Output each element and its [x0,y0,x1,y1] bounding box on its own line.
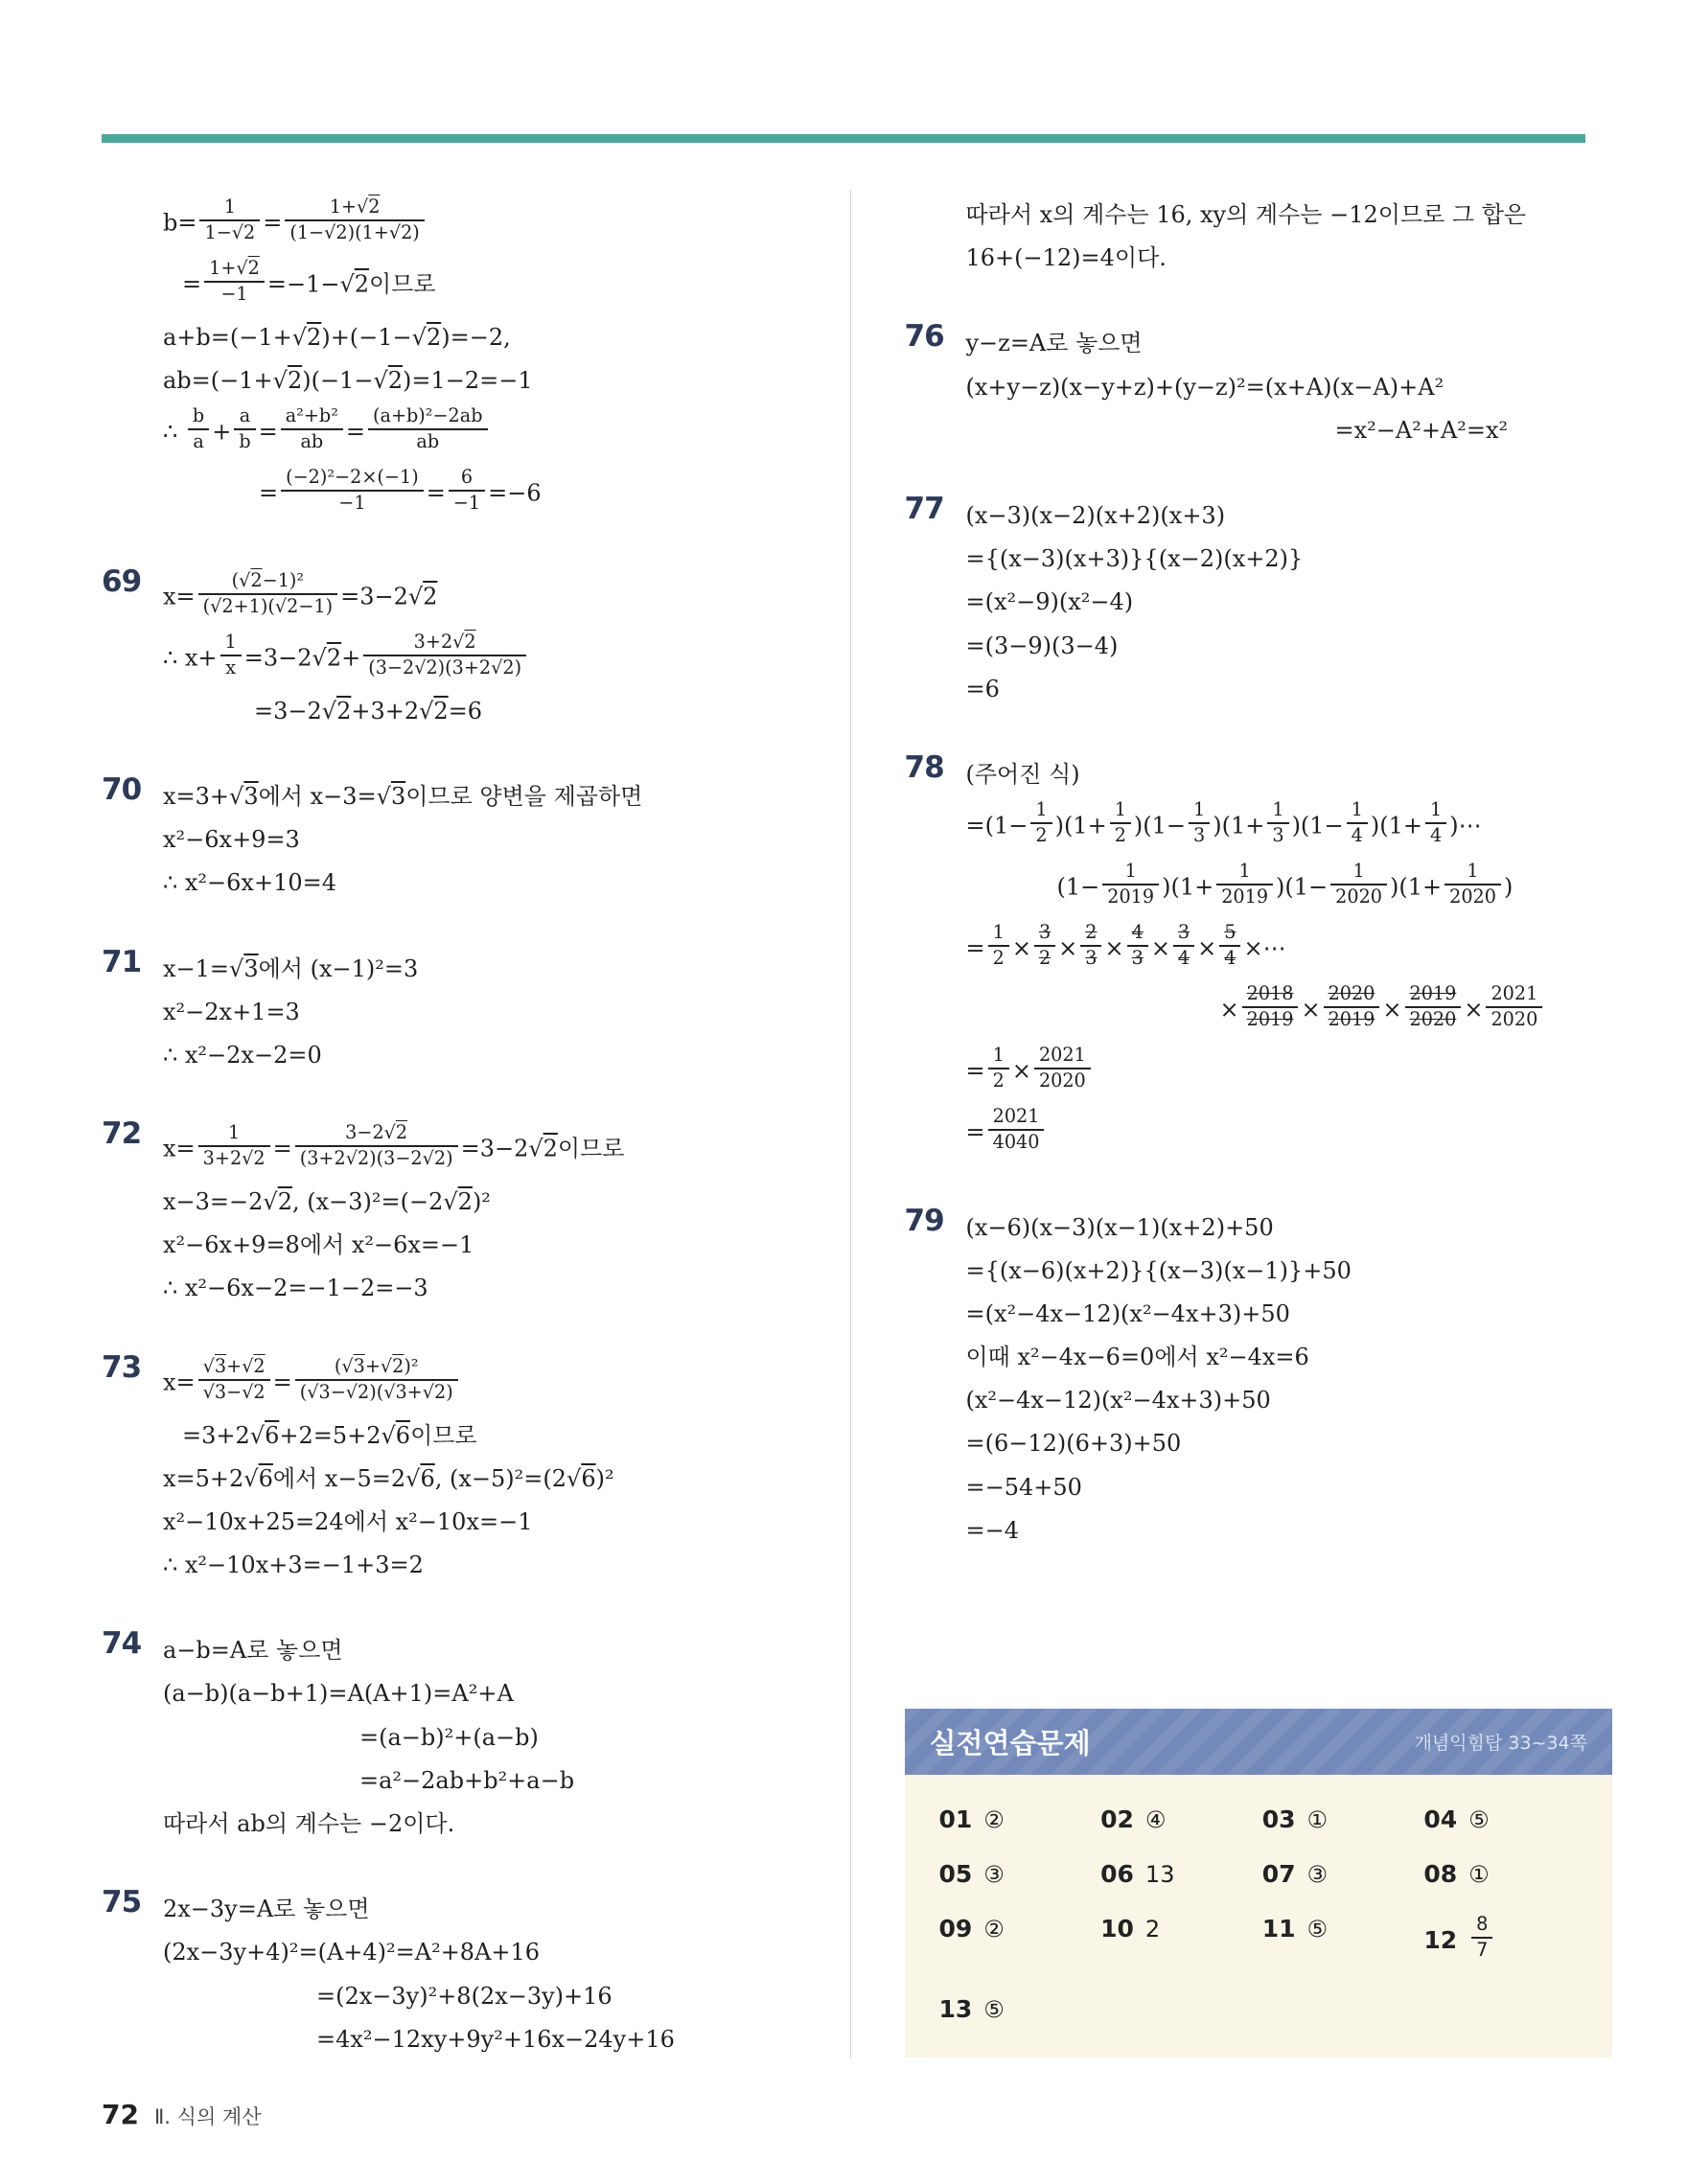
solution-76 [905,318,1613,456]
fraction: $\frac{1}{3}$ [1189,798,1210,848]
math-line: 16+(−12)=4이다. [965,244,1167,272]
solution-lines [966,749,1613,1168]
sqrt-expression: √2 [210,594,234,617]
math-line: = $\frac{2021}{4040}$ [966,1107,1613,1161]
answer-problem-number: 09 [938,1915,973,1943]
math-line: = $\frac{1}{2}$ × $\frac{3}{2}$ × $\frac{2}{3}$ × $\frac{4}{3}$ × $\frac{3}{4}$ × $\frac{5}{4}$ ×⋯ [965,920,1286,969]
sqrt-expression: √2 [356,195,381,218]
fraction: $\frac{3-2√2}{(3+2√2)(3-2√2)}$ [295,1121,458,1171]
sqrt-expression: √2 [312,644,342,672]
cancelled-term: 4 [1224,946,1236,969]
sqrt-expression: √3 [376,783,406,810]
solution-78 [905,749,1613,1168]
answer-item-08 [1423,1860,1578,1888]
fraction [1080,921,1101,971]
fraction: $\frac{√3+√2}{√3-√2}$ [198,1355,270,1405]
fraction: $\frac{1}{3+2√2}$ [198,1121,270,1171]
math-line: =a²−2ab+b²+a−b [359,1766,575,1794]
sqrt-expression: √2 [383,1121,408,1144]
fraction [1173,921,1194,971]
answer-problem-number: 13 [938,1995,973,2023]
answer-item-02 [1100,1805,1255,1833]
math-line: ∴ x²−6x+10=4 [163,869,336,897]
sqrt-expression: √6 [381,1421,411,1449]
sqrt-expression: √6 [243,1464,273,1492]
sqrt-expression: √2 [422,1147,447,1170]
problem-number: 79 [904,1203,944,1238]
solution-lines [163,563,810,737]
right-column [851,190,1613,2058]
sqrt-expression: √2 [491,655,515,678]
answer-value: ② [983,1916,1005,1943]
math-line: =−54+50 [965,1473,1082,1501]
answer-item-04 [1423,1805,1578,1833]
math-line: x²−10x+25=24에서 x²−10x=−1 [163,1507,533,1535]
solution-75 [102,1884,810,2065]
cancelled-term: 4 [1131,920,1144,943]
math-line: a−b=A로 놓으면 [163,1637,343,1665]
sqrt-expression: √2 [345,1380,370,1403]
answer-key-body [905,1775,1613,2058]
answer-value: ① [1306,1806,1329,1834]
answer-value [1468,1913,1495,1962]
fraction: $\frac{\text{a²+b²}}{ab}$ [281,404,343,454]
sqrt-expression: √2 [452,630,476,653]
problem-number: 73 [102,1349,142,1385]
math-line: x=3+√3에서 x−3=√3이므로 양변을 제곱하면 [163,783,643,810]
math-line: ∴ x²−2x−2=0 [163,1041,322,1069]
solution-lines [966,491,1613,715]
solution-continued [102,190,810,529]
solution-70 [102,771,810,909]
sqrt-expression: √2 [242,1354,266,1377]
fraction: $\frac{1}{3}$ [1267,798,1288,848]
math-line: (주어진 식) [965,760,1080,788]
math-line: x−3=−2√2, (x−3)²=(−2√2)² [163,1188,491,1216]
solution-lines [163,1349,810,1592]
problem-number [102,190,163,529]
math-line: =−4 [965,1516,1019,1544]
answer-problem-number: 10 [1100,1915,1134,1943]
sqrt-expression: √3 [341,1354,365,1377]
cancelled-term: 3 [1038,920,1051,943]
sqrt-expression: √2 [422,1380,447,1403]
answer-item-05 [939,1860,1094,1888]
math-line: y−z=A로 놓으면 [965,330,1143,357]
solution-71 [102,944,810,1082]
math-line: =6 [965,675,1000,702]
answer-key-header [905,1709,1613,1775]
math-line: (2x−3y+4)²=(A+4)²=A²+8A+16 [163,1939,541,1966]
cancelled-term: 3 [1131,946,1144,969]
fraction: $\frac{2021}{4040}$ [988,1105,1045,1155]
math-line: 따라서 ab의 계수는 −2이다. [163,1810,455,1837]
math-line: (x−6)(x−3)(x−1)(x+2)+50 [965,1213,1274,1241]
answer-key-reference: 개념익힘탑 33~34쪽 [1414,1733,1587,1755]
answer-problem-number: 04 [1423,1805,1458,1834]
cancelled-term: 4 [1177,946,1190,969]
sqrt-expression: √6 [566,1464,596,1492]
math-line: x²−2x+1=3 [163,998,300,1025]
sqrt-expression: √2 [272,367,303,394]
math-line: =(a−b)²+(a−b) [359,1723,539,1751]
problem-number: 71 [102,944,142,979]
cancelled-term: 2020 [1409,1007,1457,1030]
math-line: (a−b)(a−b+1)=A(A+1)=A²+A [163,1680,514,1708]
solution-lines [163,190,810,529]
sqrt-expression: √2 [411,323,442,351]
answer-key-title: 실전연습문제 [929,1727,1091,1760]
fraction [1034,921,1055,971]
sqrt-expression: √2 [380,1354,404,1377]
cancelled-term: 2020 [1328,981,1375,1004]
math-line: (x−3)(x−2)(x+2)(x+3) [965,501,1226,529]
math-line: ∴ $\frac{b}{a}$ + $\frac{a}{b}$ = $\frac{\text{a²+b²}}{ab}$ = $\frac{\text{(a+b)²−2ab}}{ab}$ [163,406,810,460]
fraction [1219,921,1240,971]
cancelled-term: 2019 [1328,1007,1375,1030]
left-column [102,190,851,2058]
math-line: a+b=(−1+√2)+(−1−√2)=−2, [163,323,511,351]
math-line: 이때 x²−4x−6=0에서 x²−4x=6 [965,1344,1309,1371]
math-line: ab=(−1+√2)(−1−√2)=1−2=−1 [163,367,533,394]
math-line: b= $\frac{1}{1-√2}$ = $\frac{1+√2}{(1-√2)(1+√2)}$ [163,197,810,251]
answer-value: ② [983,1806,1005,1834]
cancelled-term: 2018 [1246,981,1294,1004]
answer-key-box [905,1709,1613,2058]
solution-lines [163,1115,810,1314]
solution-79 [905,1203,1613,1557]
fraction: $\frac{1}{2019}$ [1216,860,1273,909]
math-line: = $\frac{\text{(−2)²−2×(−1)}}{-1}$ = $\frac{6}{-1}$ =−6 [259,466,542,515]
math-line: (x+y−z)(x−y+z)+(y−z)²=(x+A)(x−A)+A² [965,373,1444,401]
solution-lines [966,1203,1613,1557]
answer-item-03 [1262,1805,1417,1833]
fraction: $\frac{1}{2020}$ [1444,860,1501,909]
fraction: $\frac{1}{4}$ [1425,798,1446,848]
fraction: $\frac{3+2√2}{(3-2√2)(3+2√2)}$ [363,631,526,680]
fraction [1324,982,1380,1032]
math-line: =3+2√6+2=5+2√6이므로 [182,1421,477,1449]
sqrt-expression: √3 [202,1354,227,1377]
math-line: =(x²−9)(x²−4) [965,588,1134,616]
math-line: ={(x−6)(x+2)}{(x−3)(x−1)}+50 [965,1256,1352,1284]
solution-lines [966,318,1613,456]
solution-lines [163,771,810,909]
sqrt-expression: √2 [291,323,322,351]
top-accent-bar [102,134,1585,143]
fraction: $\frac{1}{2019}$ [1102,860,1159,909]
math-line: = $\frac{1}{2}$ × $\frac{2021}{2020}$ [966,1046,1613,1099]
problem-number: 77 [904,491,944,526]
sqrt-expression: √2 [373,367,404,394]
answer-item-11 [1262,1915,1417,1968]
math-line: × $\frac{2018}{2019}$ × $\frac{2020}{2019}$ × $\frac{2019}{2020}$ × $\frac{2021}{2020}$ [966,984,1613,1038]
solution-73 [102,1349,810,1592]
sqrt-expression: √2 [407,583,438,610]
sqrt-expression: √2 [231,220,256,243]
solution-lines [966,190,1613,284]
fraction: $\frac{1}{2}$ [988,921,1009,971]
answer-problem-number: 05 [938,1860,973,1889]
sqrt-expression: √2 [443,1188,473,1216]
fraction [1405,982,1462,1032]
math-line: =(3−9)(3−4) [965,632,1119,659]
sqrt-expression: √2 [324,220,348,243]
fraction: $\frac{8}{7}$ [1471,1913,1492,1963]
answer-value: ⑤ [1306,1916,1329,1943]
answer-value: ③ [983,1861,1005,1889]
fraction: $\frac{1}{2}$ [1110,798,1131,848]
answer-item-07 [1262,1860,1417,1888]
answer-problem-number: 11 [1261,1915,1296,1943]
sqrt-expression: √6 [405,1464,435,1492]
sqrt-expression: √2 [345,1147,370,1170]
sqrt-expression: √2 [419,697,449,724]
answer-problem-number: 07 [1261,1860,1296,1889]
math-line: = $\frac{1+√2}{-1}$ =−1−√2이므로 [182,256,436,305]
fraction: $\frac{1}{2}$ [1030,798,1051,848]
answer-item-10 [1100,1915,1255,1968]
fraction: $\frac{1+√2}{(1-√2)(1+√2)}$ [285,195,424,245]
cancelled-term: 2019 [1409,981,1457,1004]
sqrt-expression: √2 [528,1135,558,1162]
fraction: $\frac{1}{x}$ [220,631,242,680]
fraction: $\frac{a}{b}$ [234,404,255,454]
answer-value: ④ [1144,1806,1167,1834]
answer-value: ⑤ [983,1996,1005,2023]
answer-item-06 [1100,1860,1255,1888]
math-line: ∴ x²−6x−2=−1−2=−3 [163,1275,428,1302]
answer-item-09 [939,1915,1094,1968]
problem-number [905,190,966,284]
cancelled-term: 3 [1085,946,1098,969]
answer-problem-number: 12 [1423,1926,1458,1955]
fraction [1242,982,1299,1032]
sqrt-expression: √2 [414,655,438,678]
sqrt-expression: √2 [263,1188,292,1216]
math-line: =(2x−3y)²+8(2x−3y)+16 [316,1982,612,2010]
math-line: x=5+2√6에서 x−5=2√6, (x−5)²=(2√6)² [163,1464,614,1492]
sqrt-expression: √2 [388,220,413,243]
math-line: x²−6x+9=3 [163,826,300,854]
cancelled-term: 2019 [1246,1007,1294,1030]
math-line: =4x²−12xy+9y²+16x−24y+16 [316,2025,675,2053]
answer-value: ③ [1306,1861,1329,1889]
cancelled-term: 2 [1038,946,1051,969]
problem-number: 70 [102,772,142,807]
fraction: $\frac{\text{(a+b)²−2ab}}{ab}$ [368,404,487,454]
problem-number: 72 [102,1116,142,1152]
problem-number: 75 [102,1885,142,1920]
cancelled-term: 2 [1085,920,1098,943]
problem-number: 74 [102,1626,142,1662]
sqrt-expression: √3 [229,954,259,982]
sqrt-expression: √3 [202,1380,227,1403]
solution-77 [905,491,1613,715]
math-line: 2x−3y=A로 놓으면 [163,1896,370,1923]
fraction: $\frac{2021}{2020}$ [1486,982,1542,1032]
solution-74 [102,1625,810,1850]
fraction: $\frac{1}{2}$ [988,1044,1009,1093]
answer-item-01 [939,1805,1094,1833]
math-line: =3−2√2+3+2√2=6 [254,697,483,724]
fraction: $\frac{\text{(−2)²−2×(−1)}}{-1}$ [281,466,424,516]
page-footer [102,2099,261,2130]
sqrt-expression: √2 [242,1147,266,1170]
cancelled-term: 5 [1224,920,1236,943]
fraction: $\frac{1}{4}$ [1347,798,1368,848]
fraction: $\frac{\text{(√2−1)²}}{(√2+1)(√2-1)}$ [198,569,337,619]
cancelled-term: 3 [1177,920,1190,943]
answer-value: 13 [1144,1861,1175,1889]
math-line: x= $\frac{√3+√2}{√3-√2}$ = $\frac{\text{(√3+√2)²}}{(√3-√2)(√3+√2)}$ [163,1357,810,1411]
math-line: ∴ x+ $\frac{1}{x}$ =3−2√2+ $\frac{3+2√2}{(3-2√2)(3+2√2)}$ [163,632,810,686]
answer-value: ① [1468,1861,1490,1889]
answer-value: 2 [1144,1916,1161,1943]
fraction [1127,921,1148,971]
sqrt-expression: √3 [383,1380,407,1403]
answer-item-12 [1423,1915,1578,1968]
sqrt-expression: √2 [239,569,263,591]
math-line: =x²−A²+A²=x² [1334,416,1509,444]
math-line: x−1=√3에서 (x−1)²=3 [163,954,419,982]
math-line: ∴ x²−10x+3=−1+3=2 [163,1552,424,1579]
answer-value: ⑤ [1468,1806,1490,1834]
fraction: $\frac{1}{1-√2}$ [199,195,260,245]
answer-problem-number: 03 [1261,1805,1296,1834]
answer-item-13 [939,1995,1094,2023]
problem-number: 78 [904,749,944,785]
solution-continued [905,190,1613,284]
math-line: (x²−4x−12)(x²−4x+3)+50 [965,1387,1271,1414]
answer-problem-number: 06 [1100,1860,1134,1889]
solution-lines [163,1884,810,2065]
sqrt-expression: √2 [339,270,370,298]
fraction: $\frac{1}{2020}$ [1330,860,1387,909]
math-line: (1− $\frac{1}{2019}$ )(1+ $\frac{1}{2019}$ )(1− $\frac{1}{2020}$ )(1+ $\frac{1}{2020}$ ) [1056,859,1514,908]
solution-69 [102,563,810,737]
math-line: =(x²−4x−12)(x²−4x+3)+50 [965,1299,1290,1327]
sqrt-expression: √2 [321,697,352,724]
content-columns [102,190,1612,2058]
solution-lines [163,1625,810,1850]
answer-problem-number: 01 [938,1805,973,1834]
math-line: =(6−12)(6+3)+50 [965,1430,1182,1458]
math-line: 따라서 x의 계수는 16, xy의 계수는 −12이므로 그 합은 [965,201,1527,228]
fraction: $\frac{2021}{2020}$ [1034,1044,1091,1093]
solution-72 [102,1115,810,1314]
fraction: $\frac{1+√2}{-1}$ [204,257,265,307]
fraction: $\frac{b}{a}$ [188,404,209,454]
fraction: $\frac{\text{(√3+√2)²}}{(√3-√2)(√3+√2)}$ [295,1355,458,1405]
math-line: =(1− $\frac{1}{2}$ )(1+ $\frac{1}{2}$ )(1− $\frac{1}{3}$ )(1+ $\frac{1}{3}$ )(1− $\frac{1}{4}$ )(1+ $\frac{1}{4}$ )⋯ [965,798,1482,847]
sqrt-expression: √3 [307,1380,331,1403]
page-number: 72 [102,2099,139,2130]
sqrt-expression: √2 [274,594,299,617]
answer-problem-number: 08 [1423,1860,1458,1889]
solution-lines [163,944,810,1082]
answer-problem-number: 02 [1100,1805,1134,1834]
problem-number: 69 [102,564,142,599]
math-line: x= $\frac{\text{(√2−1)²}}{(√2+1)(√2-1)}$ =3−2√2 [163,569,438,617]
math-line: x²−6x+9=8에서 x²−6x=−1 [163,1231,474,1259]
math-line: x= $\frac{1}{3+2√2}$ = $\frac{3-2√2}{(3+2√2)(3-2√2)}$ =3−2√2이므로 [163,1121,625,1170]
math-line: ={(x−3)(x+3)}{(x−2)(x+2)} [965,545,1304,573]
sqrt-expression: √6 [249,1421,280,1449]
fraction: $\frac{6}{-1}$ [449,466,485,516]
sqrt-expression: √2 [236,256,260,279]
sqrt-expression: √3 [229,783,259,810]
chapter-title: Ⅱ. 식의 계산 [153,2105,262,2128]
sqrt-expression: √2 [242,1380,266,1403]
problem-number: 76 [904,319,944,355]
